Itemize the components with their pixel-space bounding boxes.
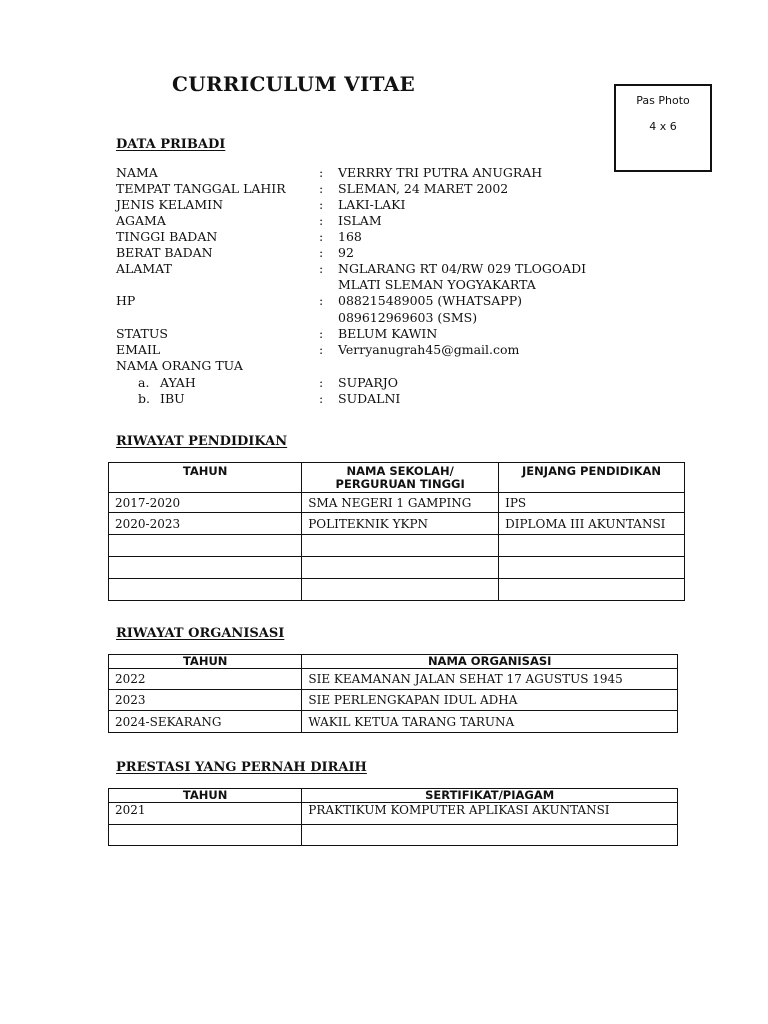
table-cell: [109, 579, 302, 601]
table-cell: [302, 579, 499, 601]
field-label-religion: AGAMA: [116, 213, 166, 228]
field-value-weight: 92: [338, 245, 354, 260]
table-header-row: [109, 463, 685, 493]
field-value-mother: SUDALNI: [338, 391, 401, 406]
table-cell: [109, 557, 302, 579]
table-cell: SIE PERLENGKAPAN IDUL ADHA: [302, 690, 678, 711]
colon: :: [319, 326, 324, 341]
column-header-school-line2: PERGURUAN TINGGI: [335, 477, 465, 491]
column-header-certificate: SERTIFIKAT/PIAGAM: [302, 789, 678, 803]
field-label-weight: BERAT BADAN: [116, 245, 213, 260]
colon: :: [319, 375, 324, 390]
table-cell: WAKIL KETUA TARANG TARUNA: [302, 711, 678, 733]
table-cell: [302, 557, 499, 579]
section-heading-personal: DATA PRIBADI: [116, 137, 226, 152]
table-row: [109, 493, 685, 513]
table-cell: PRAKTIKUM KOMPUTER APLIKASI AKUNTANSI: [302, 803, 678, 825]
table-cell: 2023: [109, 690, 302, 711]
colon: :: [319, 181, 324, 196]
column-header-year: TAHUN: [109, 463, 302, 493]
table-row: [109, 579, 685, 601]
table-cell: SIE KEAMANAN JALAN SEHAT 17 AGUSTUS 1945: [302, 669, 678, 690]
list-marker: b.: [138, 391, 150, 406]
table-cell: 2017-2020: [109, 493, 302, 513]
table-cell: DIPLOMA III AKUNTANSI: [499, 513, 685, 535]
colon: :: [319, 342, 324, 357]
field-label-father: AYAH: [160, 375, 196, 390]
field-value-email: Verryanugrah45@gmail.com: [338, 342, 520, 357]
field-label-email: EMAIL: [116, 342, 161, 357]
field-label-address: ALAMAT: [116, 261, 172, 276]
field-label-parents: NAMA ORANG TUA: [116, 358, 243, 373]
field-label-birth: TEMPAT TANGGAL LAHIR: [116, 181, 286, 196]
table-cell: [109, 535, 302, 557]
table-cell: [302, 535, 499, 557]
field-value-birth: SLEMAN, 24 MARET 2002: [338, 181, 509, 196]
table-row: [109, 690, 678, 711]
field-label-phone: HP: [116, 293, 136, 308]
table-header-row: [109, 789, 678, 803]
colon: :: [319, 165, 324, 180]
table-cell: [499, 535, 685, 557]
field-value-phone-2: 089612969603 (SMS): [338, 310, 478, 325]
education-table: [108, 462, 685, 601]
colon: :: [319, 245, 324, 260]
table-cell: [499, 557, 685, 579]
table-row: [109, 513, 685, 535]
colon: :: [319, 229, 324, 244]
column-header-year: TAHUN: [109, 655, 302, 669]
column-header-organization: NAMA ORGANISASI: [302, 655, 678, 669]
organization-table: [108, 654, 678, 733]
table-cell: 2021: [109, 803, 302, 825]
field-label-status: STATUS: [116, 326, 168, 341]
field-value-height: 168: [338, 229, 362, 244]
table-cell: POLITEKNIK YKPN: [302, 513, 499, 535]
section-heading-organization: RIWAYAT ORGANISASI: [116, 626, 285, 641]
list-marker: a.: [138, 375, 150, 390]
table-cell: IPS: [499, 493, 685, 513]
achievements-table: [108, 788, 678, 846]
photo-placeholder: [614, 84, 712, 172]
column-header-school: [302, 463, 499, 493]
field-label-gender: JENIS KELAMIN: [116, 197, 224, 212]
photo-size: 4 x 6: [649, 120, 677, 133]
photo-caption: Pas Photo: [636, 94, 690, 107]
field-value-religion: ISLAM: [338, 213, 382, 228]
colon: :: [319, 293, 324, 308]
colon: :: [319, 391, 324, 406]
table-cell: SMA NEGERI 1 GAMPING: [302, 493, 499, 513]
field-value-name: VERRRY TRI PUTRA ANUGRAH: [338, 165, 543, 180]
table-row: [109, 711, 678, 733]
table-row: [109, 535, 685, 557]
field-value-phone-1: 088215489005 (WHATSAPP): [338, 293, 523, 308]
column-header-school-line1: NAMA SEKOLAH/: [346, 464, 454, 478]
field-value-gender: LAKI-LAKI: [338, 197, 406, 212]
table-row: [109, 803, 678, 825]
colon: :: [319, 197, 324, 212]
field-label-mother: IBU: [160, 391, 185, 406]
field-value-address-line1: NGLARANG RT 04/RW 029 TLOGOADI: [338, 261, 587, 276]
table-cell: 2024-SEKARANG: [109, 711, 302, 733]
table-row: [109, 825, 678, 846]
table-cell: [499, 579, 685, 601]
table-row: [109, 669, 678, 690]
column-header-year: TAHUN: [109, 789, 302, 803]
colon: :: [319, 213, 324, 228]
table-cell: [109, 825, 302, 846]
table-header-row: [109, 655, 678, 669]
section-heading-education: RIWAYAT PENDIDIKAN: [116, 434, 288, 449]
table-cell: 2022: [109, 669, 302, 690]
field-label-name: NAMA: [116, 165, 158, 180]
field-label-height: TINGGI BADAN: [116, 229, 218, 244]
field-value-father: SUPARJO: [338, 375, 399, 390]
table-cell: 2020-2023: [109, 513, 302, 535]
field-value-address-line2: MLATI SLEMAN YOGYAKARTA: [338, 277, 536, 292]
section-heading-achievements: PRESTASI YANG PERNAH DIRAIH: [116, 760, 367, 775]
table-cell: [302, 825, 678, 846]
colon: :: [319, 261, 324, 276]
document-title: CURRICULUM VITAE: [172, 72, 416, 96]
column-header-level: JENJANG PENDIDIKAN: [499, 463, 685, 493]
field-value-status: BELUM KAWIN: [338, 326, 438, 341]
table-row: [109, 557, 685, 579]
